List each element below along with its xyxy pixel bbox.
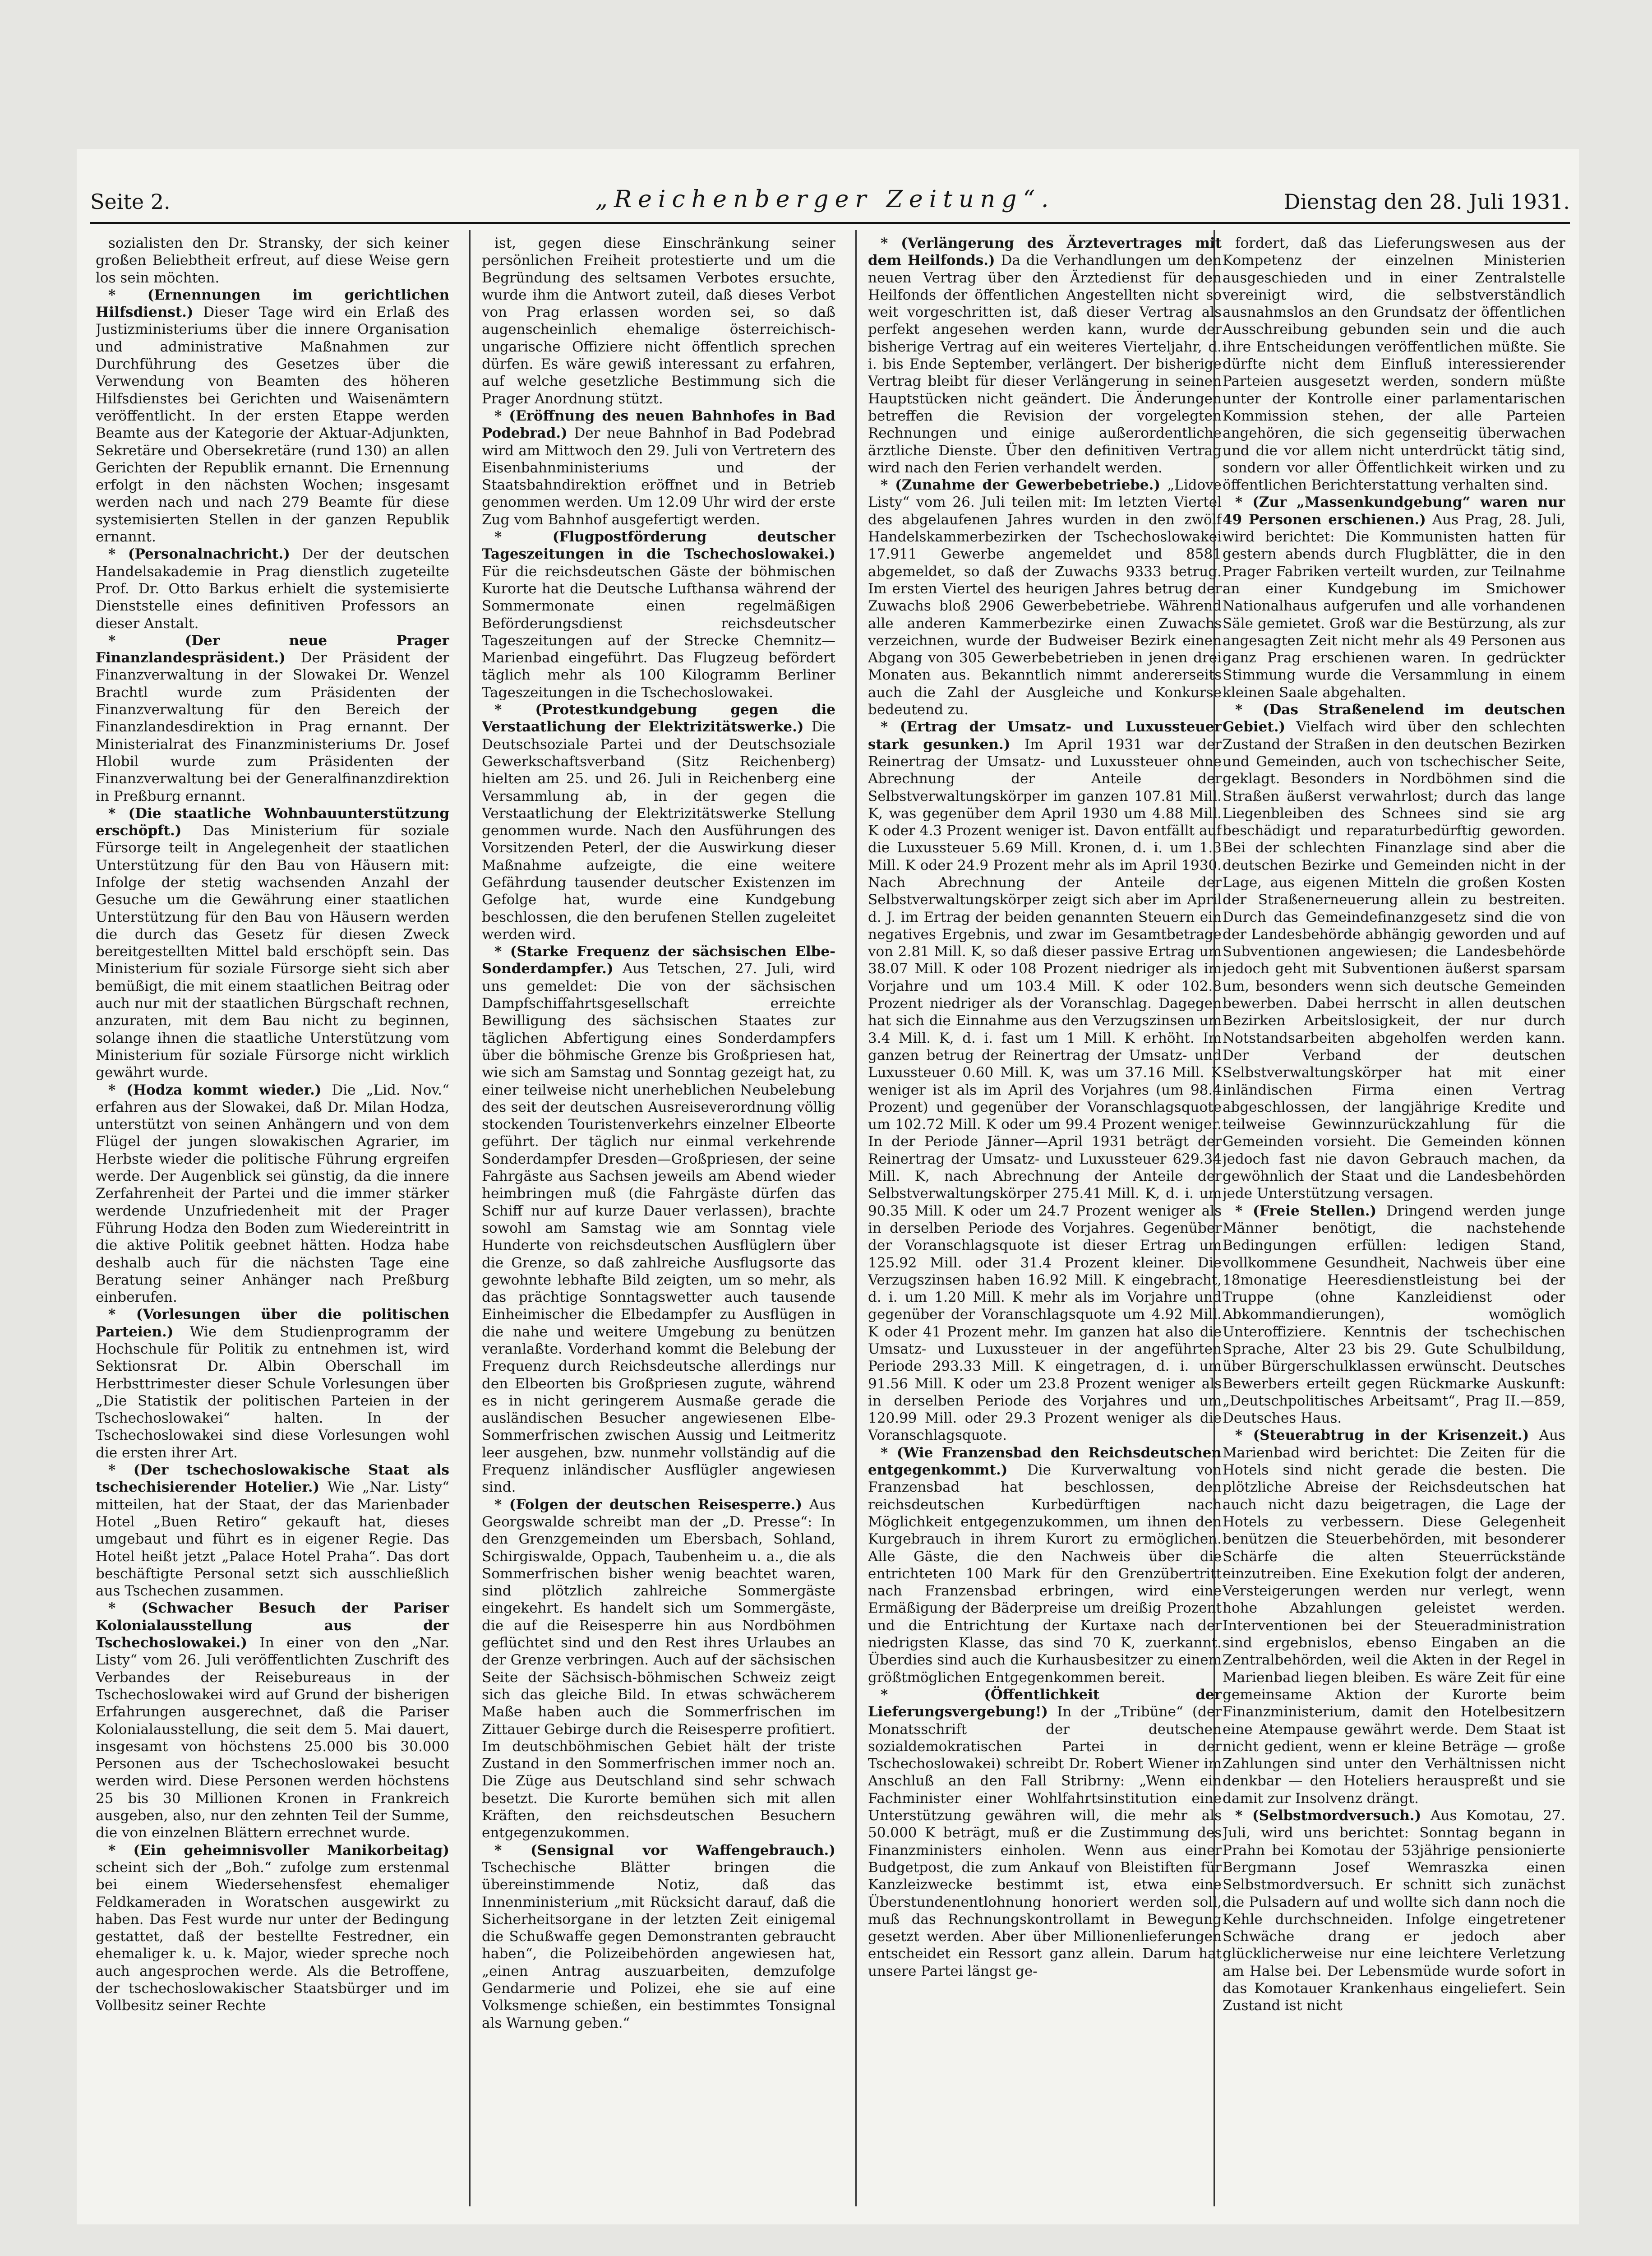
article-headline: * (Zur „Massenkundgebung“ waren nur 49 Personen erschienen.) xyxy=(1223,494,1565,528)
article-text: Für die reichsdeutschen Gäste der böhmischen Kurorte hat die Deutsche Lufthansa während der Sommermonate einen regelmäßigen Beförderungsdienst reichsdeutscher Tageszeitungen auf der Strecke Chemnitz—Marienbad eingeführt. Das Flugzeug befördert täglich mehr als 100 Kilogramm Berliner Tageszeitungen in die Tschechoslowakei. xyxy=(482,563,835,701)
article-paragraph xyxy=(482,407,835,528)
article-paragraph xyxy=(868,718,1222,1444)
article-text: Wie „Nar. Listy“ mitteilen, hat der Staat, der das Marienbader Hotel „Buen Retiro“ gekauft hat, dieses umgebaut und führt es in eigener Regie. Das Hotel heißt jetzt „Palace Hotel Praha“. Das dort beschäftigte Personal setzt sich ausschließlich aus Tschechen zusammen. xyxy=(96,1479,449,1600)
article-paragraph xyxy=(96,805,449,1082)
article-paragraph xyxy=(1223,494,1565,701)
article-headline: * (Die staatliche Wohnbauunterstützung erschöpft.) xyxy=(96,805,449,839)
article-text: Die Kurverwaltung von Franzensbad hat beschlossen, den reichsdeutschen Kurbedürftigen nach Möglichkeit entgegenzukommen, um ihnen den Kurgebrauch in ihrem Kurort zu ermöglichen. Alle Gäste, die den Nachweis über die entrichteten 100 Mark für den Grenzübertritt nach Franzensbad erbringen, wird eine Ermäßigung der Bäderpreise um dreißig Prozent und die Entrichtung der Kurtaxe nach der niedrigsten Klasse, das sind 70 K, zuerkannt. Überdies sind auch die Kurhausbesitzer zu einem größtmöglichen Entgegenkommen bereit. xyxy=(868,1462,1222,1686)
article-text: Die „Lid. Nov.“ erfahren aus der Slowakei, daß Dr. Milan Hodza, unterstützt von seinen Anhängern und von dem Flügel der jungen slowakischen Agrarier, im Herbste wieder die politische Führung ergreifen werde. Der Augenblick sei günstig, da die innere Zerfahrenheit der Partei und die immer stärker werdende Unzufriedenheit mit der Prager Führung Hodza den Boden zum Wiedereintritt in die aktive Politik geebnet hätten. Hodza habe deshalb auch für die nächsten Tage eine Beratung seiner Anhänger nach Preßburg einberufen. xyxy=(96,1082,449,1306)
article-text: Aus Georgswalde schreibt man der „D. Presse“: In den Grenzgemeinden um Ebersbach, Sohland, Schirgiswalde, Oppach, Taubenheim u. a., die als Sommerfrischen bisher wenig beachtet waren, sind plötzlich zahlreiche Sommergäste eingekehrt. Es handelt sich um Sommergäste, die auf die Reisesperre hin aus Nordböhmen geflüchtet sind und den Rest ihres Urlaubes an der Grenze verbringen. Auch auf der sächsischen Seite der Sächsisch-böhmischen Schweiz zeigt sich das gleiche Bild. In etwas schwächerem Maße haben auch die Sommerfrischen im Zittauer Gebirge durch die Reisesperre profitiert. Im deutschböhmischen Gebiet hält der triste Zustand in den Sommerfrischen immer noch an. Die Züge aus Deutschland sind sehr schwach besetzt. Die Kurorte bemühen sich mit allen Kräften, den reichsdeutschen Besuchern entgegenzukommen. xyxy=(482,1496,835,1841)
article-headline: * (Eröffnung des neuen Bahnhofes in Bad Podebrad.) xyxy=(482,407,835,442)
article-paragraph xyxy=(96,1842,449,2015)
article-headline: * (Folgen der deutschen Reisesperre.) xyxy=(494,1496,803,1513)
article-text: ist, gegen diese Einschränkung seiner persönlichen Freiheit protestierte und um die Begründung des seltsamen Verbotes ersuchte, wurde ihm die Antwort zuteil, daß dieses Verbot von Prag erlassen worden sei, so daß augenscheinlich ehemalige österreichisch-ungarische Offiziere nicht öffentlich sprechen dürfen. Es wäre gewiß interessant zu erfahren, auf welche gesetzliche Bestimmung sich die Prager Anordnung stützt. xyxy=(482,235,835,407)
article-text: „Lidove Listy“ vom 26. Juli teilen mit: Im letzten Viertel des abgelaufenen Jahres wurden in den zwölf Handelskammerbezirken der Tschechoslowakei 17.911 Gewerbe angemeldet und 8581 abgemeldet, so daß der Zuwachs 9333 betrug. Im ersten Viertel des heurigen Jahres betrug der Zuwachs bloß 2906 Gewerbebetriebe. Während alle anderen Kammerbezirke einen Zuwachs verzeichnen, wurde der Budweiser Bezirk einen Abgang von 305 Gewerbebetrieben in jenen drei Monaten aus. Bekanntlich nimmt andererseits auch die Zahl der Ausgleiche und Konkurse bedeutend zu. xyxy=(868,477,1222,718)
article-paragraph xyxy=(96,632,449,805)
article-paragraph xyxy=(868,1444,1222,1686)
article-paragraph xyxy=(96,1306,449,1461)
article-paragraph xyxy=(482,1496,835,1842)
article-headline: * (Verlängerung des Ärztevertrages mit dem Heilfonds.) xyxy=(868,235,1222,269)
article-paragraph xyxy=(868,476,1222,718)
article-headline: * (Ernennungen im gerichtlichen Hilfsdienst.) xyxy=(96,287,449,321)
article-text: Das Ministerium für soziale Fürsorge teilt in Angelegenheit der staatlichen Unterstützung für den Bau von Häusern mit: Infolge der stetig wachsenden Anzahl der Gesuche um die Gewährung einer staatlichen Unterstützung für den Bau von Häusern werden die durch das Gesetz für diesen Zweck bereitgestellten Mittel bald erschöpft sein. Das Ministerium für soziale Fürsorge sieht sich aber bemüßigt, die mit einem staatlichen Beitrag oder auch nur mit der staatlichen Bürgschaft rechnen, anzuraten, mit dem Bau nicht zu beginnen, solange ihnen die staatliche Unterstützung vom Ministerium für soziale Fürsorge nicht wirklich gewährt wurde. xyxy=(96,823,449,1081)
article-headline: * (Steuerabtrug in der Krisenzeit.) xyxy=(1235,1427,1529,1444)
article-headline: * (Das Straßenelend im deutschen Gebiet.) xyxy=(1223,702,1565,735)
article-paragraph xyxy=(868,235,1222,476)
article-text: Im April 1931 war der Reinertrag der Umsatz- und Luxussteuer ohne Abrechnung der Anteile der Selbstverwaltungskörper im ganzen 107.81 Mill. K, was gegenüber dem April 1930 um 4.88 Mill. K oder 4.3 Prozent weniger ist. Davon entfällt auf die Luxussteuer 5.69 Mill. Kronen, d. i. um 1.3 Mill. K oder 24.9 Prozent mehr als im April 1930. Nach Abrechnung der Anteile der Selbstverwaltungskörper zeigt sich aber im April d. J. im Ertrag der beiden genannten Steuern ein negatives Ergebnis, und zwar im Gesamtbetrage von 2.81 Mill. K, so daß dieser passive Ertrag um 38.07 Mill. K oder 108 Prozent niedriger als im Vorjahre und um 103.4 Mill. K oder 102.8 Prozent niedriger als der Voranschlag. Dagegen hat sich die Einnahme aus den Verzugszinsen um 3.4 Mill. K, d. i. fast um 1 Mill. K erhöht. Im ganzen betrug der Reinertrag der Umsatz- und Luxussteuer 0.60 Mill. K, was um 37.16 Mill. K weniger ist als im April des Vorjahres (um 98.4 Prozent) und gegenüber der Voranschlagsquote um 102.72 Mill. K oder um 99.4 Prozent weniger. In der Periode Jänner—April 1931 beträgt der Reinertrag der Umsatz- und Luxussteuer 629.34 Mill. K, nach Abrechnung der Anteile der Selbstverwaltungskörper 275.41 Mill. K, d. i. um 90.35 Mill. K oder um 24.7 Prozent weniger als in derselben Periode des Vorjahres. Gegenüber der Voranschlagsquote ist dieser Ertrag um 125.92 Mill. oder 31.4 Prozent kleiner. Die Verzugszinsen haben 16.92 Mill. K eingebracht, d. i. um 1.20 Mill. K mehr als im Vorjahre und gegenüber der Voranschlagsquote um 4.92 Mill. K oder 41 Prozent mehr. Im ganzen hat also die Umsatz- und Luxussteuer in der angeführten Periode 293.33 Mill. K eingetragen, d. i. um 91.56 Mill. K oder um 23.8 Prozent weniger als in derselben Periode des Vorjahres und um 120.99 Mill. oder 29.3 Prozent weniger als die Voranschlagsquote. xyxy=(868,736,1222,1444)
article-text: Vielfach wird über den schlechten Zustand der Straßen in den deutschen Bezirken und Gemeinden, auch von tschechischer Seite, geklagt. Besonders in Nordböhmen sind die Straßen äußerst verwahrlost; durch das lange Liegenbleiben des Schnees sind sie arg beschädigt und reparaturbedürftig geworden. Bei der schlechten Finanzlage sind aber die deutschen Bezirke und Gemeinden nicht in der Lage, aus eigenen Mitteln die großen Kosten der Straßenerneuerung allein zu bestreiten. Durch das Gemeindefinanzgesetz sind die von der Landesbehörde abhängig geworden und auf Subventionen angewiesen; die Landesbehörde jedoch geht mit Subventionen äußerst sparsam um, besonders wenn sich deutsche Gemeinden bewerben. Dabei herrscht in allen deutschen Bezirken Arbeitslosigkeit, der nur durch Notstandsarbeiten abgeholfen werden kann. Der Verband der deutschen Selbstverwaltungskörper hat mit einer inländischen Firma einen Vertrag abgeschlossen, der langjährige Kredite und teilweise Gewinnzurückzahlung für die Gemeinden vorsieht. Die Gemeinden können jedoch fast nie davon Gebrauch machen, da gewöhnlich der Staat und die Landesbehörden jede Unterstützung versagen. xyxy=(1223,719,1565,1202)
article-text: Aus Komotau, 27. Juli, wird uns berichtet: Sonntag begann in Prahn bei Komotau der 53jährige pensionierte Bergmann Josef Wemraszka einen Selbstmordversuch. Er schnitt sich zunächst die Pulsadern auf und wollte sich dann noch die Kehle durchschneiden. Infolge eingetretener Schwäche drang er jedoch aber glücklicherweise nur eine leichtere Verletzung am Halse bei. Der Lebensmüde wurde sofort in das Komotauer Krankenhaus eingeliefert. Sein Zustand ist nicht xyxy=(1223,1808,1565,2014)
column-rule xyxy=(855,230,857,2206)
article-headline: * (Sensignal vor Waffengebrauch.) xyxy=(494,1842,835,1858)
article-text: Die Deutschsoziale Partei und der Deutschsoziale Gewerkschaftsverband (Sitz Reichenberg) hielten am 25. und 26. Juli in Reichenberg eine Versammlung ab, in der gegen die Verstaatlichung der Elektrizitätswerke Stellung genommen wurde. Nach den Ausführungen des Vorsitzenden Peterl, der die Auswirkung dieser Maßnahme aufzeigte, die eine weitere Gefährdung tausender deutscher Existenzen im Gefolge hat, wurde eine Kundgebung beschlossen, die den berufenen Stellen zugeleitet werden wird. xyxy=(482,719,835,943)
article-text: Wie dem Studienprogramm der Hochschule für Politik zu entnehmen ist, wird Sektionsrat Dr. Albin Oberschall im Herbsttrimester dieser Schule Vorlesungen über „Die Statistik der politischen Parteien in der Tschechoslowakei“ halten. In der Tschechoslowakei sind diese Vorlesungen wohl die ersten ihrer Art. xyxy=(96,1323,449,1461)
article-headline: * (Personalnachricht.) xyxy=(108,546,290,563)
article-paragraph xyxy=(482,528,835,701)
article-headline: * (Öffentlichkeit der Lieferungsvergebung!) xyxy=(868,1686,1222,1720)
article-paragraph xyxy=(1223,1427,1565,1807)
article-paragraph xyxy=(96,235,449,287)
article-text: Dringend werden junge Männer benötigt, die nachstehende Bedingungen erfüllen: ledigen Stand, vollkommene Gesundheit, Nachweis über eine 18monatige Heeresdienstleistung bei der Truppe (ohne Kanzleidienst oder Abkommandierungen), womöglich Unteroffiziere. Kenntnis der tschechischen Sprache, Alter 23 bis 29. Gute Schulbildung, über Bürgerschulklassen erwünscht. Deutsches Bewerbers erteilt gegen Rückmarke Auskunft: „Deutschpolitisches Arbeitsamt“, Prag II.—859, Deutsches Haus. xyxy=(1223,1202,1565,1427)
article-headline: * (Starke Frequenz der sächsischen Elbe-Sonderdampfer.) xyxy=(482,943,835,977)
article-paragraph xyxy=(96,287,449,546)
article-text: Der der deutschen Handelsakademie in Prag dienstlich zugeteilte Prof. Dr. Otto Barkus erhielt die systemisierte Dienststelle eines definitiven Professors an dieser Anstalt. xyxy=(96,546,449,632)
article-text: Der Präsident der Finanzverwaltung in der Slowakei Dr. Wenzel Brachtl wurde zum Präsidenten der Finanzverwaltung für den Bereich der Finanzlandesdirektion in Prag ernannt. Der Ministerialrat des Finanzministeriums Dr. Josef Hlobil wurde zum Präsidenten der Finanzverwaltung bei der Generalfinanzdirektion in Preßburg ernannt. xyxy=(96,650,449,804)
article-headline: * (Hodza kommt wieder.) xyxy=(108,1082,322,1098)
article-text: sozialisten den Dr. Stransky, der sich keiner großen Beliebtheit erfreut, auf diese Weise gern los sein möchten. xyxy=(96,235,449,286)
masthead xyxy=(90,180,1570,221)
article-headline: * (Protestkundgebung gegen die Verstaatlichung der Elektrizitätswerke.) xyxy=(482,702,835,735)
article-paragraph xyxy=(1223,235,1565,494)
article-headline: * (Ein geheimnisvoller Manikorbeitag) xyxy=(108,1842,449,1858)
column-rule xyxy=(469,230,471,2206)
issue-date: Dienstag den 28. Juli 1931. xyxy=(1283,190,1570,214)
newspaper-title: „Reichenberger Zeitung“. xyxy=(595,186,1055,213)
article-text: fordert, daß das Lieferungswesen aus der Kompetenz der einzelnen Ministerien ausgeschieden und in einer Zentralstelle vereinigt wird, die selbstverständlich ausnahmslos an den Grundsatz der öffentlichen Ausschreibung gebunden sein und die auch ihre Entscheidungen veröffentlichen müßte. Sie dürfte nicht dem Einfluß interessierender Parteien ausgesetzt werden, sondern müßte unter der Kontrolle einer parlamentarischen Kommission stehen, der alle Parteien angehören, die sich gegenseitig überwachen und die vor allem nicht unterdrückt tätig sind, sondern vor aller Öffentlichkeit wirken und zu öffentlichen Berichterstattung verhalten sind. xyxy=(1223,235,1565,494)
article-paragraph xyxy=(482,943,835,1496)
article-headline: * (Zunahme der Gewerbebetriebe.) xyxy=(881,477,1161,494)
article-paragraph xyxy=(96,546,449,632)
article-paragraph xyxy=(96,1461,449,1600)
article-text: Der neue Bahnhof in Bad Podebrad wird am Mittwoch den 29. Juli von Vertretern des Eisenbahnministeriums und der Staatsbahndirektion eröffnet und in Betrieb genommen werden. Um 12.09 Uhr wird der erste Zug vom Bahnhof ausgefertigt werden. xyxy=(482,425,835,528)
article-paragraph xyxy=(1223,701,1565,1202)
header-rule xyxy=(90,222,1570,224)
text-column-4 xyxy=(1223,235,1565,2202)
article-paragraph xyxy=(1223,1202,1565,1427)
article-paragraph xyxy=(482,235,835,407)
article-paragraph xyxy=(96,1600,449,1841)
article-text: Aus Prag, 28. Juli, wird berichtet: Die Kommunisten hatten für gestern abends durch Flugblätter, die in den Prager Fabriken verteilt wurden, zur Teilnahme an einer Kundgebung im Smichower Nationalhaus aufgerufen und alle vorhandenen Säle gemietet. Groß war die Bestürzung, als zur angesagten Zeit nicht mehr als 49 Personen aus ganz Prag erschienen waren. In gedrückter Stimmung wurde die Versammlung in einem kleinen Saale abgehalten. xyxy=(1223,511,1565,701)
article-paragraph xyxy=(868,1686,1222,1980)
text-column-1 xyxy=(96,235,449,2202)
article-text: Da die Verhandlungen um den neuen Vertrag über den Ärztedienst für den Heilfonds der öffentlichen Angestellten nicht so weit vorgeschritten ist, daß dieser Vertrag als perfekt angesehen werden kann, wurde der bisherige Vertrag auf ein weiteres Vierteljahr, d. i. bis Ende September, verlängert. Der bisherige Vertrag bleibt für dieser Verlängerung in seinen Hauptstücken nicht geändert. Die Änderungen betreffen die Revision der vorgelegten Rechnungen und einige außerordentliche ärztliche Dienste. Über den definitiven Vertrag wird nach den Ferien verhandelt werden. xyxy=(868,252,1222,476)
article-text: Dieser Tage wird ein Erlaß des Justizministeriums über die innere Organisation und administrative Maßnahmen zur Durchführung des Gesetzes über die Verwendung von Beamten des höheren Hilfsdienstes bei Gerichten und Waisenämtern veröffentlicht. In der ersten Etappe werden Beamte aus der Kategorie der Aktuar-Adjunkten, Sekretäre und Obersekretäre (rund 130) an allen Gerichten der Republik ernannt. Die Ernennung erfolgt in den nächsten Wochen; insgesamt werden nach und nach 279 Beamte für diese systemisierten Stellen in der ganzen Republik ernannt. xyxy=(96,304,449,546)
article-text: scheint sich der „Boh.“ zufolge zum erstenmal bei einem Wiedersehensfest ehemaliger Feldkameraden in Woratschen ausgewirkt zu haben. Das Fest wurde nur unter der Bedingung gestattet, daß der bestellte Festredner, ein ehemaliger k. u. k. Major, wieder spreche noch auch angesprochen werde. Als die Betroffene, der tschechoslowakischer Staatsbürger und im Vollbesitz seiner Rechte xyxy=(96,1859,449,2014)
article-headline: * (Schwacher Besuch der Pariser Kolonialausstellung aus der Tschechoslowakei.) xyxy=(96,1600,449,1651)
article-headline: * (Selbstmordversuch.) xyxy=(1235,1808,1421,1824)
page-number: Seite 2. xyxy=(90,190,171,214)
article-text: Tschechische Blätter bringen die übereinstimmende Notiz, daß das Innenministerium „mit Rücksicht darauf, daß die Sicherheitsorgane in der letzten Zeit einigemal die Schußwaffe gegen Demonstranten gebraucht haben“, die Polizeibehörden angewiesen hat, „einen Antrag auszuarbeiten, demzufolge Gendarmerie und Polizei, ehe sie auf eine Volksmenge schießen, ein bestimmtes Tonsignal als Warnung geben.“ xyxy=(482,1859,835,2031)
article-paragraph xyxy=(1223,1807,1565,2015)
article-headline: * (Freie Stellen.) xyxy=(1235,1202,1377,1219)
article-text: Aus Tetschen, 27. Juli, wird uns gemeldet: Die von der sächsischen Dampfschiffahrtsgesellschaft erreichte Bewilligung des sächsischen Staates zur täglichen Abfertigung eines Sonderdampfers über die böhmische Grenze bis Großpriesen hat, wie sich am Samstag und Sonntag gezeigt hat, zu einer teilweise nicht unerheblichen Neubelebung des seit der deutschen Ausreiseverordnung völlig stockenden Touristenverkehrs einzelner Elbeorte geführt. Der täglich nur einmal verkehrende Sonderdampfer Dresden—Großpriesen, der seine Fahrgäste aus Sachsen jeweils am Abend wieder heimbringen muß (die Fahrgäste dürfen das Schiff nur auf kurze Dauer verlassen), brachte sowohl am Samstag wie am Sonntag viele Hunderte von reichsdeutschen Ausflüglern über die Grenze, so daß zahlreiche Ausflugsorte das gewohnte lebhafte Bild zeigten, um so mehr, als das prächtige Sonntagswetter auch tausende Einheimischer die Elbedampfer zu Ausflügen in die nahe und weitere Umgebung zu benützen veranlaßte. Vorderhand kommt die Belebung der Frequenz durch Reichsdeutsche allerdings nur den Elbeorten bis Großpriesen zugute, während es in nicht geringerem Ausmaße gerade die ausländischen Besucher angewiesenen Elbe-Sommerfrischen zwischen Aussig und Leitmeritz leer ausgehen, bzw. nunmehr vollständig auf die Frequenz inländischer Ausflügler angewiesen sind. xyxy=(482,961,835,1496)
article-headline: * (Der neue Prager Finanzlandespräsident.) xyxy=(96,632,449,666)
article-paragraph xyxy=(482,701,835,943)
article-text: Aus Marienbad wird berichtet: Die Zeiten für die Hotels sind nicht gerade die besten. Die plötzliche Abreise der Reichsdeutschen hat auch nicht dazu beigetragen, die Lage der Hotels zu verbessern. Diese Gelegenheit benützen die Steuerbehörden, mit besonderer Schärfe die alten Steuerrückstände einzutreiben. Eine Exekution folgt der anderen, Versteigerungen werden nur verlegt, wenn hohe Abzahlungen geleistet werden. Interventionen bei der Steueradministration sind ergebnislos, ebenso Eingaben an die Zentralbehörden, weil die Akten in der Regel in Marienbad liegen bleiben. Es wäre Zeit für eine gemeinsame Aktion der Kurorte beim Finanzministerium, damit den Hotelbesitzern eine Atempause gewährt werde. Dem Staat ist nicht gedient, wenn er kleine Beträge — große Zahlungen sind unter den Verhältnissen nicht denkbar — den Hoteliers herauspreßt und sie damit zur Insolvenz drängt. xyxy=(1223,1427,1565,1807)
article-headline: * (Wie Franzensbad den Reichsdeutschen entgegenkommt.) xyxy=(868,1444,1222,1479)
article-text: In der „Tribüne“ (der Monatsschrift der deutschen sozialdemokratischen Partei in der Tschechoslowakei) schreibt Dr. Robert Wiener im Anschluß an den Fall Stribrny: „Wenn ein Fachminister einer Wohlfahrtsinstitution eine Unterstützung gewähren will, die mehr als 50.000 K beträgt, muß er die Zustimmung des Finanzministers einholen. Wenn aus einer Budgetpost, die zum Ankauf von Bleistiften für Kanzleizwecke bestimmt ist, etwa eine Überstundenentlohnung honoriert werden soll, muß das Rechnungskontrollamt in Bewegung gesetzt werden. Aber über Millionenlieferungen entscheidet ein Ressort ganz allein. Darum hat unsere Partei längst ge- xyxy=(868,1704,1222,1979)
article-paragraph xyxy=(482,1842,835,2032)
text-column-3 xyxy=(868,235,1222,2202)
article-headline: * (Ertrag der Umsatz- und Luxussteuer stark gesunken.) xyxy=(868,719,1222,753)
article-paragraph xyxy=(96,1082,449,1306)
article-headline: * (Flugpostförderung deutscher Tageszeitungen in die Tschechoslowakei.) xyxy=(482,529,835,563)
text-column-2 xyxy=(482,235,835,2202)
article-text: In einer von den „Nar. Listy“ vom 26. Juli veröffentlichten Zuschrift des Verbandes der Reisebureaus in der Tschechoslowakei wird auf Grund der bisherigen Erfahrungen ausgerechnet, daß die Pariser Kolonialausstellung, die seit dem 5. Mai dauert, insgesamt von höchstens 25.000 bis 30.000 Personen aus der Tschechoslowakei besucht werden wird. Diese Personen werden höchstens 25 bis 30 Millionen Kronen in Frankreich ausgeben, also, nur den zehnten Teil der Summe, die von einzelnen Blättern errechnet wurde. xyxy=(96,1635,449,1841)
article-headline: * (Der tschechoslowakische Staat als tschechisierender Hotelier.) xyxy=(96,1462,449,1496)
article-headline: * (Vorlesungen über die politischen Parteien.) xyxy=(96,1306,449,1340)
